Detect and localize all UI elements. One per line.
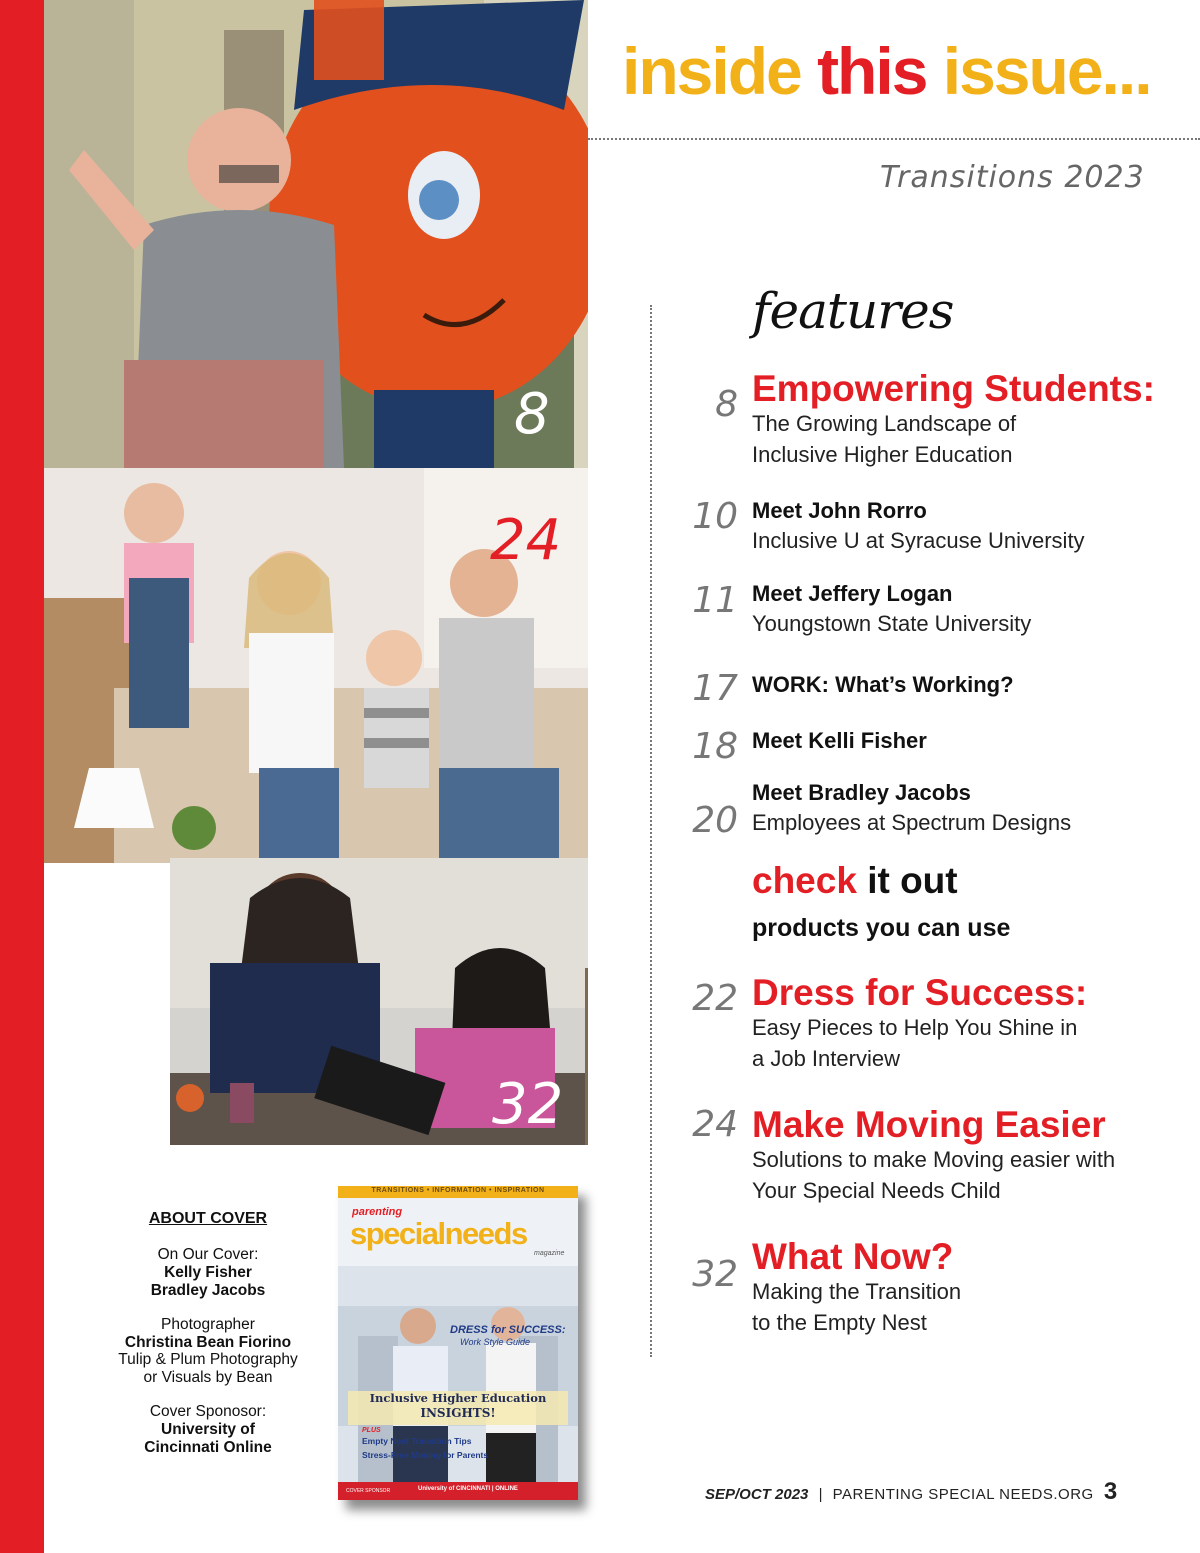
page-footer <box>705 1478 1117 1506</box>
toc-page-number: 17 <box>692 668 738 709</box>
header-dotted-rule <box>588 138 1200 140</box>
on-cover-name: Bradley Jacobs <box>150 1282 266 1300</box>
toc-headline: Meet John Rorro <box>752 498 927 523</box>
toc-headline: Meet Bradley Jacobs <box>752 780 971 805</box>
toc-page-number: 24 <box>692 1104 738 1145</box>
toc-entry[interactable] <box>752 727 1192 756</box>
cover-plus: PLUS <box>362 1427 381 1434</box>
features-label: features <box>752 282 954 340</box>
sponsor-block <box>108 1403 308 1456</box>
toc-headline: Meet Jeffery Logan <box>752 581 953 606</box>
photo-women-table[interactable] <box>170 858 588 1145</box>
check-it-out-subtitle: products you can use <box>752 914 1011 942</box>
toc-entry[interactable] <box>752 580 1192 639</box>
footer-page-number: 3 <box>1103 1478 1118 1505</box>
toc-subline: Youngstown State University <box>752 610 1032 636</box>
footer-separator: | <box>818 1486 823 1503</box>
cover-brand-small: parenting <box>352 1206 403 1218</box>
cover-insights-line2: INSIGHTS! <box>420 1406 496 1420</box>
on-cover-block <box>108 1246 308 1299</box>
toc-subline: Employees at Spectrum Designs <box>752 809 1072 835</box>
toc-entry[interactable] <box>752 974 1192 1074</box>
photo-student-mascot[interactable] <box>44 0 588 468</box>
photographer-block <box>108 1316 308 1387</box>
toc-subline: Your Special Needs Child <box>752 1177 1001 1203</box>
toc-subline: Inclusive Higher Education <box>752 441 1013 467</box>
check-it-out-heading <box>752 860 958 902</box>
cover-brand-mag: magazine <box>534 1250 565 1257</box>
toc-headline: What Now? <box>752 1236 954 1277</box>
cover-brand-big: specialneeds <box>350 1216 527 1251</box>
cover-tip: Stress-Free Moving for Parents <box>362 1450 489 1460</box>
sponsor-name: University of <box>161 1420 255 1438</box>
about-cover-panel <box>108 1210 308 1473</box>
photo-page-number: 32 <box>492 1072 564 1137</box>
toc-subline: Easy Pieces to Help You Shine in <box>752 1014 1078 1040</box>
cover-sponsor-uc: University of CINCINNATI | ONLINE <box>418 1486 518 1492</box>
check-word: check <box>752 860 857 901</box>
footer-site: PARENTING SPECIAL NEEDS.ORG <box>832 1486 1094 1503</box>
toc-entry[interactable] <box>752 497 1192 556</box>
toc-entry[interactable] <box>752 779 1192 838</box>
photo-page-number: 8 <box>514 382 550 447</box>
photo-family-couch[interactable] <box>44 468 588 863</box>
toc-subline: a Job Interview <box>752 1045 900 1071</box>
toc-subline: Making the Transition <box>752 1278 962 1304</box>
toc-entry[interactable] <box>752 370 1192 470</box>
photo-student-mascot-art <box>44 0 588 468</box>
issue-name: Transitions 2023 <box>880 160 1145 195</box>
toc-subline: Solutions to make Moving easier with <box>752 1146 1116 1172</box>
toc-page-number: 10 <box>692 496 738 537</box>
toc-page-number: 20 <box>692 800 738 841</box>
photographer-name: Christina Bean Fiorino <box>124 1333 292 1351</box>
cover-dress-sub: Work Style Guide <box>460 1337 531 1347</box>
title-word-inside: inside <box>622 34 801 108</box>
title-word-issue: issue... <box>942 34 1151 108</box>
cover-tip: Empty Nest Transition Tips <box>362 1436 472 1446</box>
cover-tagline: TRANSITIONS • INFORMATION • INSPIRATION <box>371 1187 545 1194</box>
cover-insights-line1: Inclusive Higher Education <box>369 1391 547 1405</box>
toc-page-number: 22 <box>692 978 738 1019</box>
toc-page-number: 32 <box>692 1254 738 1295</box>
about-cover-heading: ABOUT COVER <box>148 1210 268 1227</box>
toc-headline: WORK: What’s Working? <box>752 672 1014 697</box>
sponsor-name: Cincinnati Online <box>144 1438 272 1456</box>
toc-headline: Dress for Success: <box>752 972 1088 1013</box>
on-cover-label: On Our Cover: <box>157 1246 259 1264</box>
toc-subline: The Growing Landscape of <box>752 410 1017 436</box>
footer-date: SEP/OCT 2023 <box>705 1486 809 1503</box>
cover-dress-title: DRESS for SUCCESS: <box>450 1324 566 1336</box>
toc-headline: Meet Kelli Fisher <box>752 728 927 753</box>
toc-dotted-divider <box>650 305 652 1357</box>
toc-subline: to the Empty Nest <box>752 1309 927 1335</box>
toc-headline: Make Moving Easier <box>752 1104 1106 1145</box>
toc-page-number: 18 <box>692 726 738 767</box>
it-out-word: it out <box>867 860 958 901</box>
toc-entry[interactable] <box>752 1106 1192 1206</box>
sponsor-label: Cover Sponosor: <box>149 1403 267 1421</box>
magazine-cover-thumbnail[interactable] <box>338 1186 578 1500</box>
toc-subline: Inclusive U at Syracuse University <box>752 527 1085 553</box>
photographer-studio: Tulip & Plum Photography <box>118 1351 298 1369</box>
photographer-label: Photographer <box>161 1315 255 1333</box>
toc-entry[interactable] <box>752 671 1192 700</box>
toc-entry[interactable] <box>752 1238 1192 1338</box>
photographer-studio: or Visuals by Bean <box>143 1369 273 1387</box>
toc-page-number: 11 <box>692 580 738 621</box>
photo-page-number: 24 <box>490 508 562 573</box>
on-cover-name: Kelly Fisher <box>164 1264 252 1282</box>
page-title <box>622 34 1151 108</box>
title-word-this: this <box>817 34 927 108</box>
cover-sponsor-label: COVER SPONSOR <box>346 1488 391 1494</box>
toc-headline: Empowering Students: <box>752 368 1155 409</box>
toc-page-number: 8 <box>715 384 738 425</box>
left-red-bar <box>0 0 44 1553</box>
